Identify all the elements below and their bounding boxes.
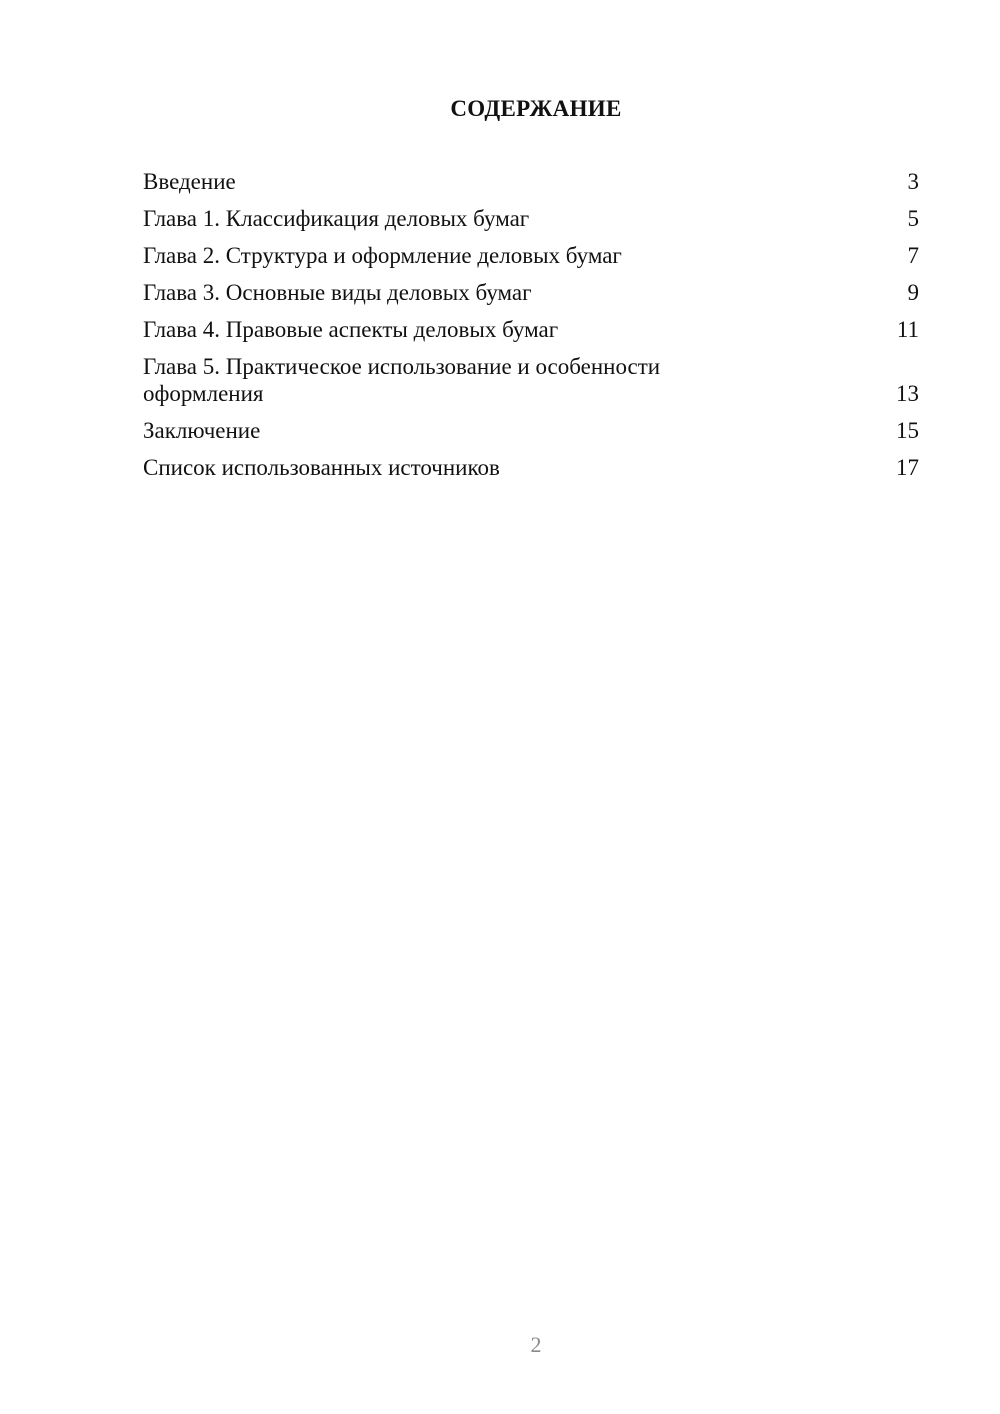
toc-entry-chapter-2[interactable] — [143, 242, 919, 269]
toc-entry-chapter-1[interactable] — [143, 205, 919, 232]
toc-title: СОДЕРЖАНИЕ — [450, 96, 622, 121]
toc-list — [143, 168, 919, 491]
toc-entry-page: 13 — [896, 381, 919, 406]
toc-entry-label: Заключение — [143, 418, 261, 443]
toc-entry-label: Глава 5. Практическое использование и особенности оформления — [143, 354, 661, 406]
toc-entry-chapter-5[interactable] — [143, 353, 919, 407]
toc-entry-label: Введение — [143, 169, 236, 194]
toc-entry-label: Глава 2. Структура и оформление деловых бумаг — [143, 243, 622, 268]
toc-entry-label: Глава 4. Правовые аспекты деловых бумаг — [143, 317, 559, 342]
toc-entry-chapter-3[interactable] — [143, 279, 919, 306]
toc-entry-label: Список использованных источников — [143, 455, 500, 480]
toc-entry-page: 5 — [907, 206, 919, 231]
toc-entry-page: 9 — [907, 280, 919, 305]
toc-entry-page: 11 — [896, 317, 919, 342]
toc-entry-label: Глава 3. Основные виды деловых бумаг — [143, 280, 532, 305]
toc-entry-chapter-4[interactable] — [143, 316, 919, 343]
toc-entry-page: 17 — [896, 455, 919, 480]
toc-entry-page: 15 — [896, 418, 919, 443]
toc-entry-conclusion[interactable] — [143, 417, 919, 444]
toc-entry-introduction[interactable] — [143, 168, 919, 195]
page-number: 2 — [530, 1332, 542, 1357]
toc-entry-label: Глава 1. Классификация деловых бумаг — [143, 206, 530, 231]
toc-entry-references[interactable] — [143, 454, 919, 481]
toc-entry-page: 3 — [907, 169, 919, 194]
toc-entry-page: 7 — [907, 243, 919, 268]
